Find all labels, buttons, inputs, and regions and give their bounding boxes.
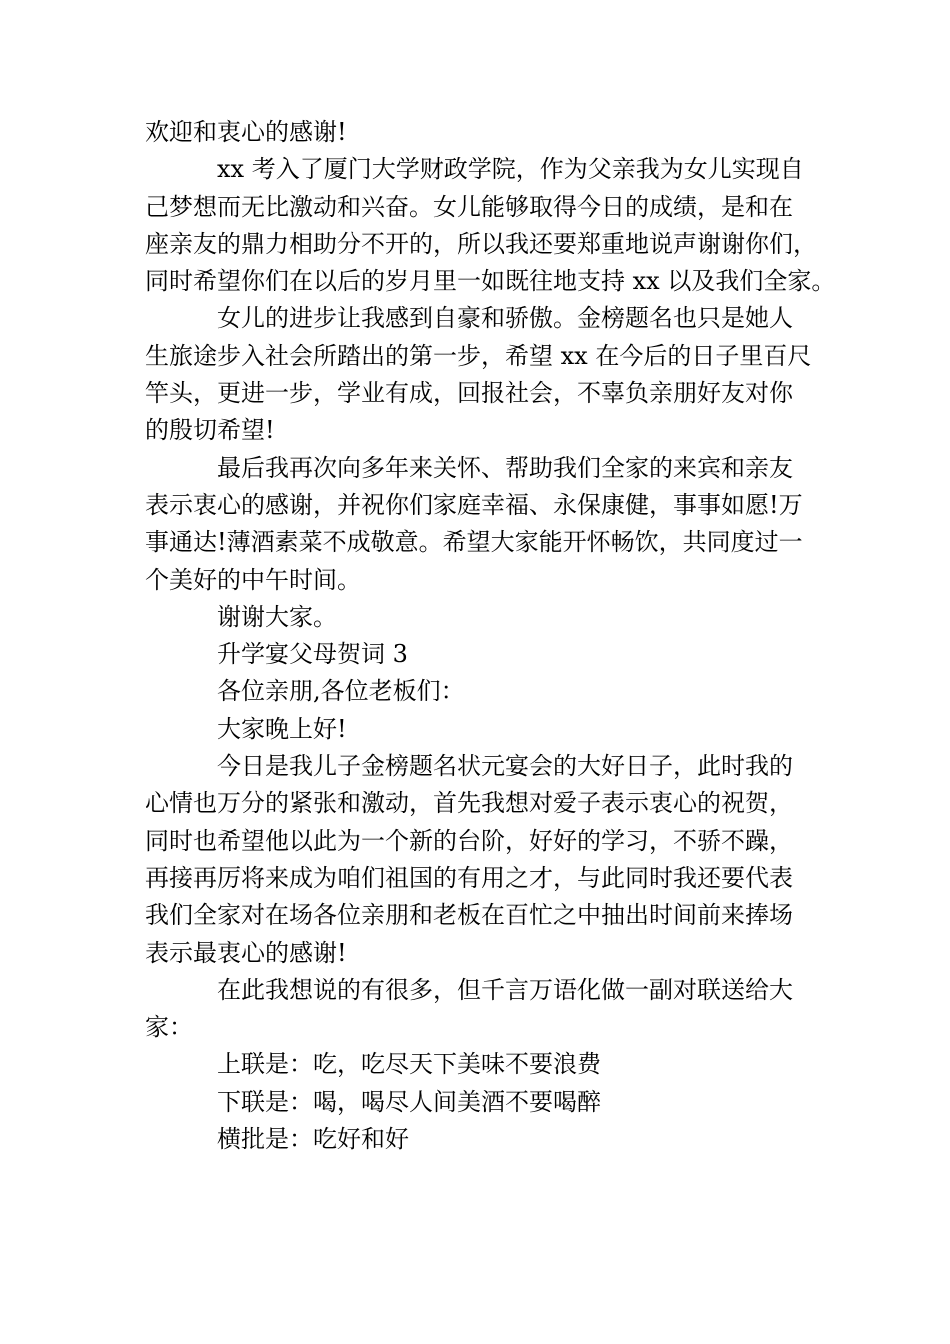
text-line: 最后我再次向多年来关怀、帮助我们全家的来宾和亲友 xyxy=(217,453,793,482)
couplet-line: 上联是：吃，吃尽天下美味不要浪费 xyxy=(217,1050,601,1079)
text-line: 同时也希望他以此为一个新的台阶，好好的学习，不骄不躁， xyxy=(145,826,793,855)
couplet-line: 下联是：喝，喝尽人间美酒不要喝醉 xyxy=(217,1087,601,1116)
text-line: 心情也万分的紧张和激动，首先我想对爱子表示衷心的祝贺， xyxy=(145,789,793,818)
section-heading: 升学宴父母贺词 3 xyxy=(217,640,408,669)
text-line: 大家晚上好! xyxy=(217,714,347,743)
text-line: 事通达!薄酒素菜不成敬意。希望大家能开怀畅饮，共同度过一 xyxy=(145,528,803,557)
text-line: 表示衷心的感谢，并祝你们家庭幸福、永保康健，事事如愿!万 xyxy=(145,490,803,519)
text-line: 生旅途步入社会所踏出的第一步，希望 xx 在今后的日子里百尺 xyxy=(145,341,812,370)
couplet-line: 横批是：吃好和好 xyxy=(217,1125,409,1154)
text-line: 竿头，更进一步，学业有成，回报社会，不辜负亲朋好友对你 xyxy=(145,379,793,408)
text-line: 再接再厉将来成为咱们祖国的有用之才，与此同时我还要代表 xyxy=(145,863,793,892)
text-line: 家： xyxy=(145,1013,193,1042)
text-line: 个美好的中午时间。 xyxy=(145,565,361,594)
document-body xyxy=(145,114,836,1158)
text-line: 座亲友的鼎力相助分不开的，所以我还要郑重地说声谢谢你们， xyxy=(145,229,817,258)
text-line: 欢迎和衷心的感谢! xyxy=(145,118,347,146)
text-line: 同时希望你们在以后的岁月里一如既往地支持 xx 以及我们全家。 xyxy=(145,267,836,296)
text-line: 己梦想而无比激动和兴奋。女儿能够取得今日的成绩，是和在 xyxy=(145,192,793,221)
text-line: 今日是我儿子金榜题名状元宴会的大好日子，此时我的 xyxy=(217,752,793,781)
text-line: xx 考入了厦门大学财政学院，作为父亲我为女儿实现自 xyxy=(217,155,804,184)
text-line: 表示最衷心的感谢! xyxy=(145,938,347,967)
text-line: 女儿的进步让我感到自豪和骄傲。金榜题名也只是她人 xyxy=(217,304,793,333)
text-line: 各位亲朋,各位老板们： xyxy=(217,677,465,706)
text-line: 谢谢大家。 xyxy=(217,602,337,631)
text-line: 的殷切希望! xyxy=(145,416,275,445)
text-line: 我们全家对在场各位亲朋和老板在百忙之中抽出时间前来捧场 xyxy=(145,901,793,930)
text-line: 在此我想说的有很多，但千言万语化做一副对联送给大 xyxy=(217,975,793,1004)
